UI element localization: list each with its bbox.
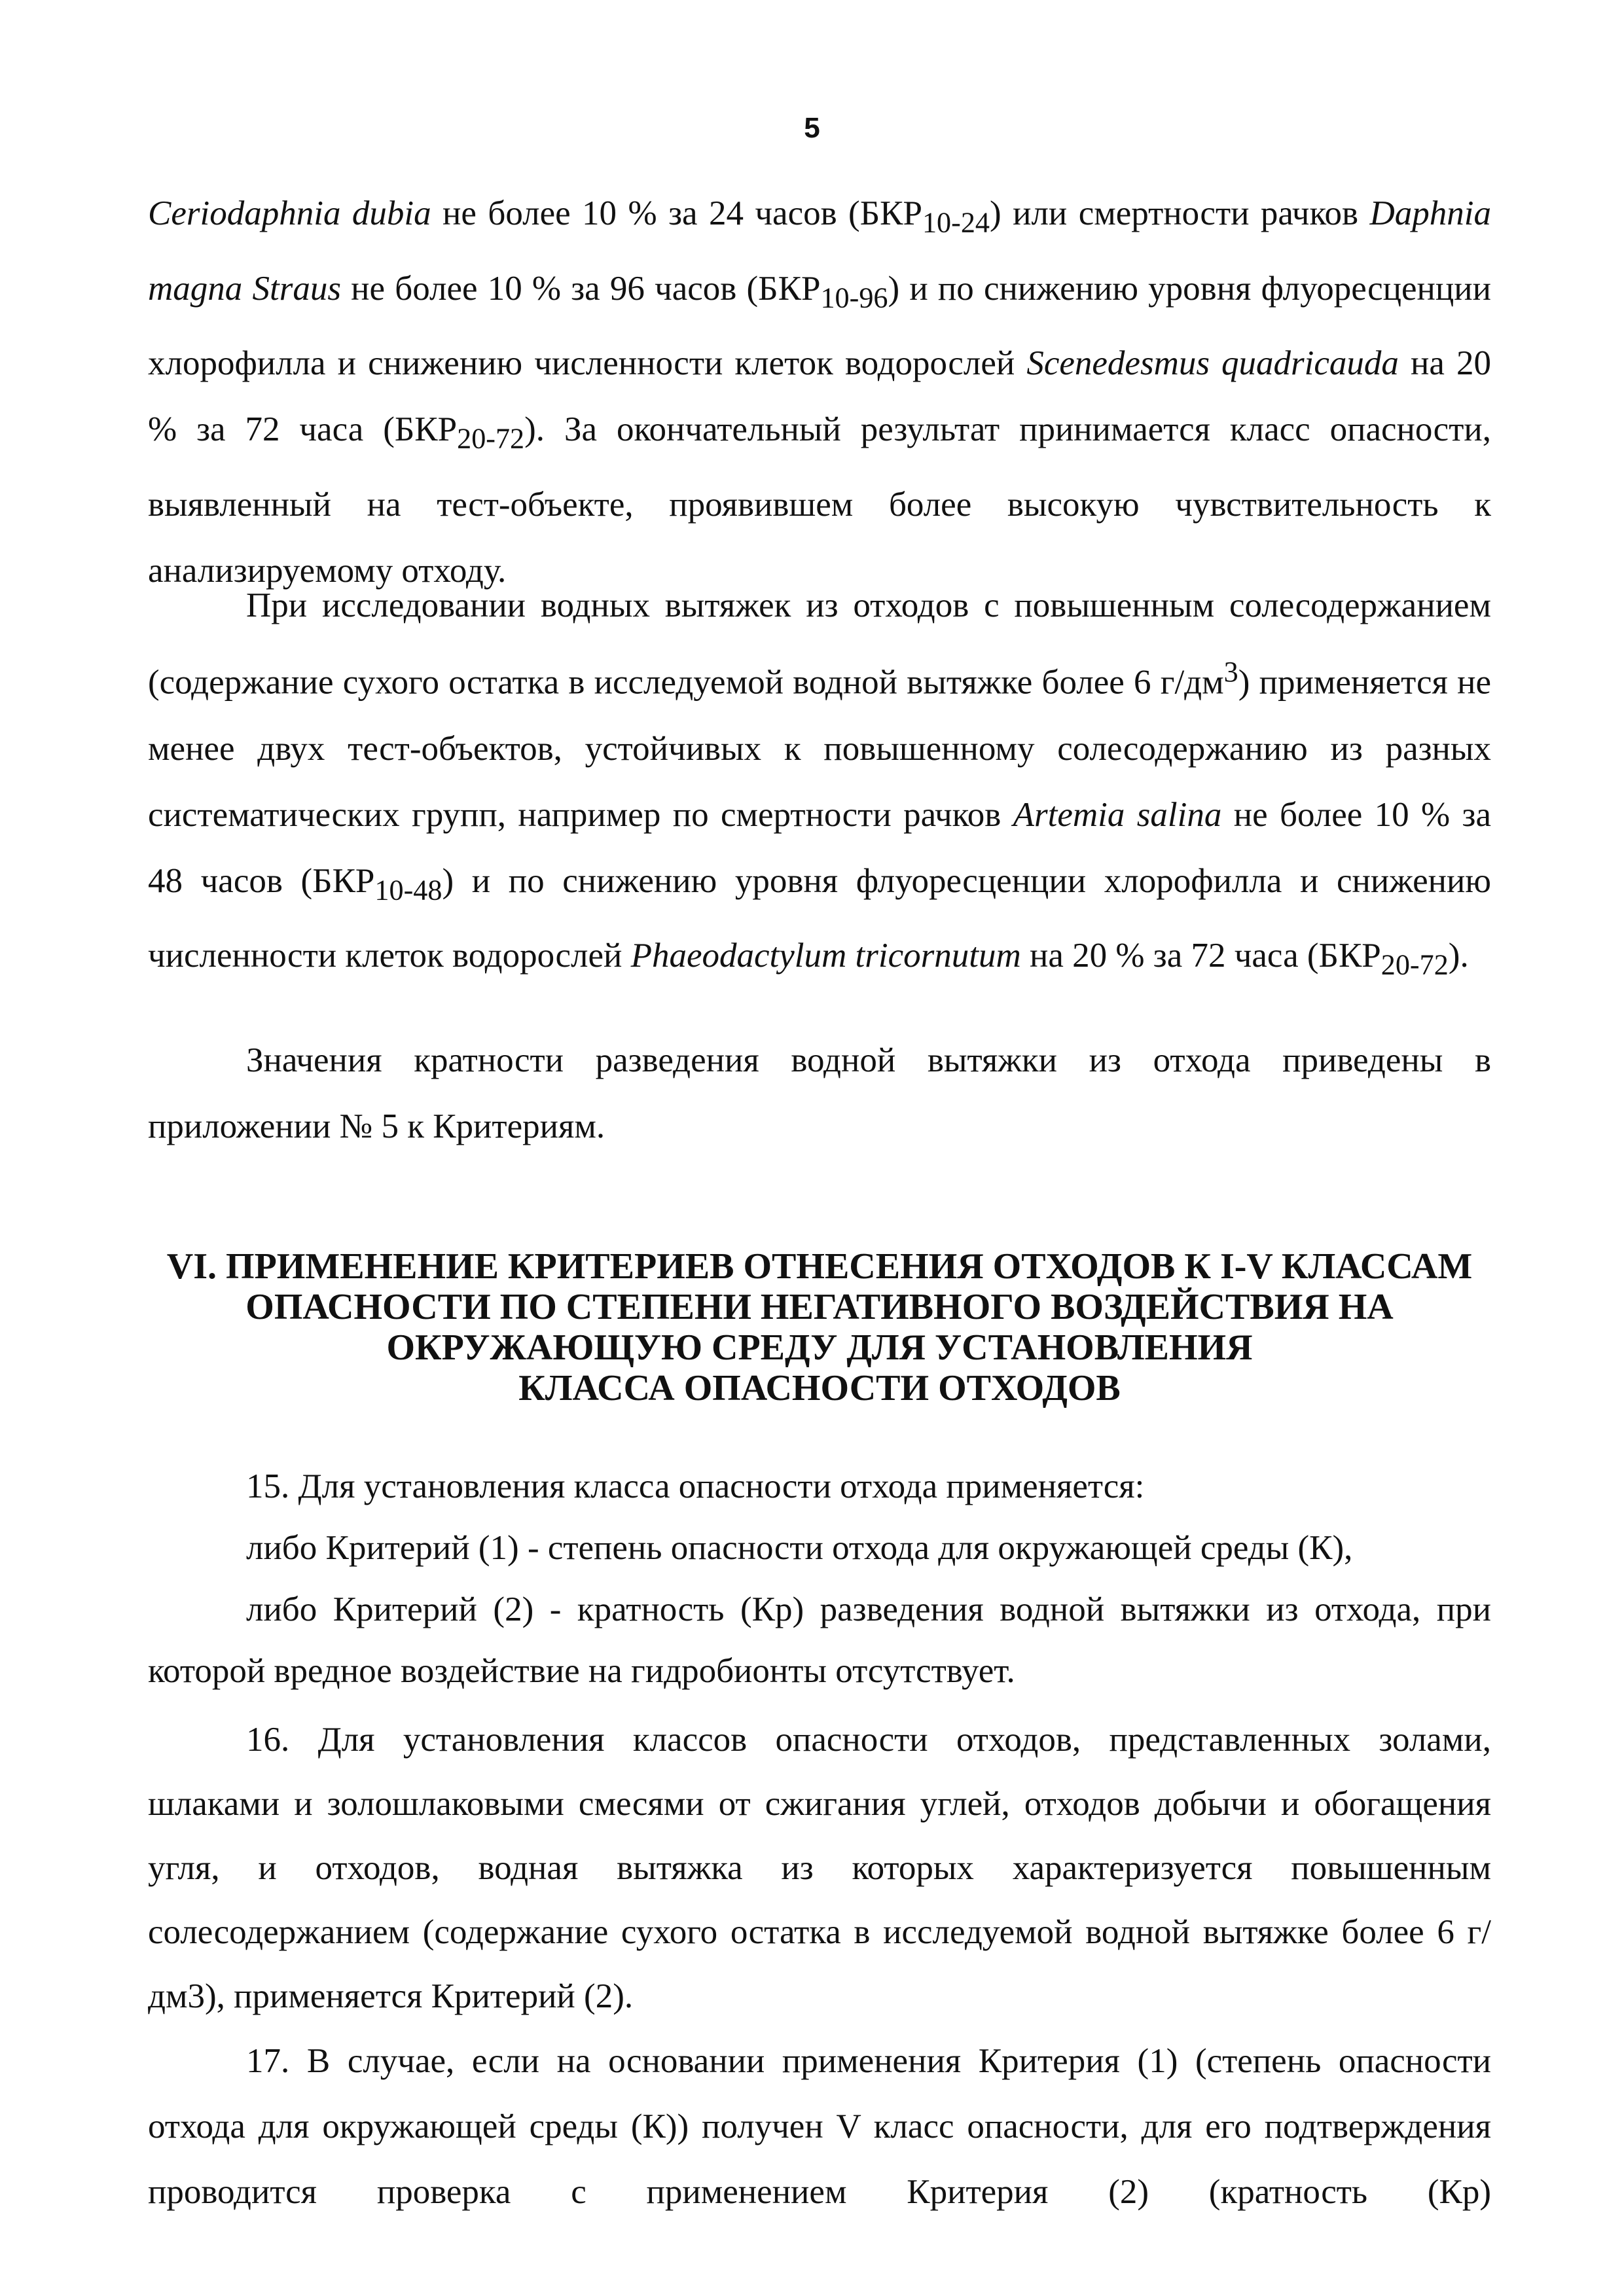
heading-line: КЛАССА ОПАСНОСТИ ОТХОДОВ (518, 1368, 1121, 1408)
species-name: Artemia salina (1013, 795, 1222, 834)
species-name: Ceriodaphnia dubia (148, 194, 431, 232)
paragraph-15: 15. Для установления класса опасности отхода применяется: (246, 1467, 1145, 1505)
paragraph-15-criterion-1: либо Критерий (1) - степень опасности отхода для окружающей среды (К), (246, 1529, 1353, 1567)
paragraph-17: 17. В случае, если на основании применения Критерия (1) (степень опасности отхода для окружающей среды (К)) получен V класс опасности, для его подтверждения проводится проверка с применением Критерия (2) (кратность (Кр) (148, 2042, 1491, 2211)
paragraph-15-criterion-2: либо Критерий (2) - кратность (Кр) разведения водной вытяжки из отхода, при которой вредное воздействие на гидробионты отсутствует. (148, 1590, 1491, 1690)
species-name: Daphnia magna Straus (148, 194, 1491, 308)
paragraph-16: 16. Для установления классов опасности отходов, представленных золами, шлаками и золошлаковыми смесями от сжигания углей, отходов добычи и обогащения угля, и отходов, водная вытяжка из которых характеризуется повышенным солесодержанием (содержание сухого остатка в исследуемой водной вытяжке более 6 г/дм3), применяется Критерий (2). (148, 1721, 1491, 2015)
heading-line: VI. ПРИМЕНЕНИЕ КРИТЕРИЕВ ОТНЕСЕНИЯ ОТХОДОВ К I-V КЛАССАМ (166, 1246, 1473, 1287)
paragraph-dilution-values: Значения кратности разведения водной вытяжки из отхода приведены в приложении № 5 к Критериям. (148, 1041, 1491, 1145)
paragraph-saline-extracts: При исследовании водных вытяжек из отходов с повышенным солесодержанием (содержание сухого остатка в исследуемой водной вытяжке более 6 $г/дм^3$) применяется не менее двух тест-объектов, устойчивых к повышенному солесодержанию из разных систематических групп, например по смертности рачков Artemia salina не более 10 % за 48 часов $(БКР_{10-48})$ и по снижению уровня флуоресценции хлорофилла и снижению численности клеток водорослей Phaeodactylum tricornutum на 20 % за 72 часа $(БКР_{20-72})$. (148, 586, 1492, 981)
section-heading-vi (148, 1246, 1491, 1408)
paragraph-test-objects: Ceriodaphnia dubia не более 10 % за 24 часов $(БКР_{10-24})$ или смертности рачков Daphnia magna Straus не более 10 % за 96 часов $(БКР_{10-96})$ и по снижению уровня флуоресценции хлорофилла и снижению численности клеток водорослей Scenedesmus quadricauda на 20 % за 72 часа $(БКР_{20-72})$. За окончательный результат принимается класс опасности, выявленный на тест-объекте, проявившем более высокую чувствительность к анализируемому отходу. (148, 194, 1492, 590)
heading-line: ОПАСНОСТИ ПО СТЕПЕНИ НЕГАТИВНОГО ВОЗДЕЙСТВИЯ НА (245, 1287, 1394, 1327)
page-number: 5 (804, 112, 820, 144)
species-name: Phaeodactylum tricornutum (630, 937, 1021, 975)
heading-line: ОКРУЖАЮЩУЮ СРЕДУ ДЛЯ УСТАНОВЛЕНИЯ (386, 1327, 1253, 1368)
species-name: Scenedesmus quadricauda (1026, 344, 1399, 383)
